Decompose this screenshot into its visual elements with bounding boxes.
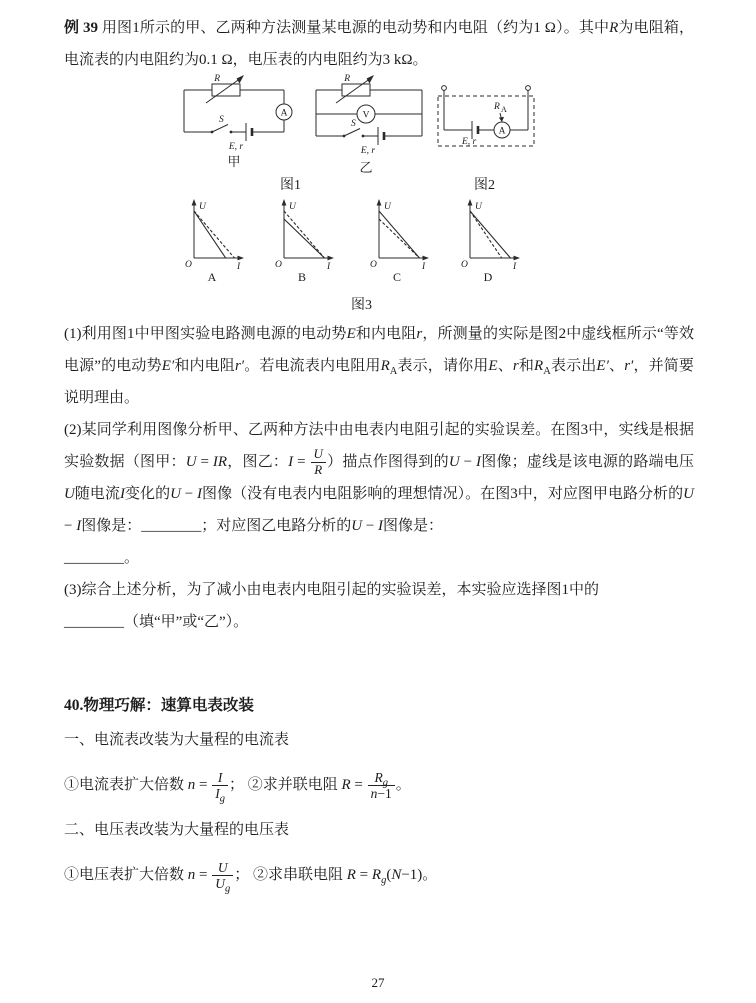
voltmeter-label: V: [362, 110, 370, 121]
dashed-frame: [438, 96, 534, 146]
resistor-label: R: [214, 74, 220, 84]
y-axis-arrowhead: [192, 199, 197, 206]
origin-label: O: [185, 260, 192, 270]
x-axis-label: I: [513, 262, 517, 272]
measured-line: [284, 219, 324, 258]
question-2-blank-line: ________。: [64, 550, 140, 566]
ideal-line: [284, 211, 324, 258]
question-1-paragraph: (1)利用图1中甲图实验电路测电源的电动势E和内电阻r，所测量的实际是图2中虚线框所示“等效电源”的电动势E′和内电阻r′。若电流表内电阻用$R_A$表示，请你用E、r和$R_A$表示出E′、r′，并简要说明理由。: [64, 326, 694, 406]
section-40-item1-title: 一、电流表改装为大量程的电流表: [64, 732, 290, 748]
ui-graph: [458, 196, 524, 284]
switch-label: S: [219, 115, 224, 125]
fraction: $\frac{U}{U_g}$: [212, 860, 233, 892]
fraction: $\frac{I}{I_g}$: [212, 770, 228, 802]
graph-letter: C: [392, 270, 402, 284]
x-axis-label: I: [422, 262, 426, 272]
fraction: $\frac{R_g}{n-1}$: [368, 770, 395, 802]
circuit-jia-label: 甲: [227, 154, 241, 169]
voltmeter-conversion-formula: ①电压表扩大倍数 n = $\frac{U}{U_g}$ ； ②求串联电阻 $R = R_g(N-1)$。: [64, 859, 438, 895]
ideal-line: [194, 211, 234, 258]
ui-graph: [367, 196, 433, 284]
question-3-paragraph: (3)综合上述分析，为了减小由电表内电阻引起的实验误差，本实验应选择图1中的: [64, 582, 599, 598]
rheostat-arrowhead: [237, 75, 245, 84]
page-number: 27: [371, 975, 385, 990]
resistor-box-icon: [342, 84, 370, 96]
y-axis-label: U: [289, 202, 296, 212]
switch-label: S: [351, 119, 356, 129]
measured-line: [194, 211, 226, 258]
question-3-blank-line: ________（填“甲”或“乙”）。: [64, 614, 249, 630]
switch-icon: [212, 125, 228, 133]
y-axis-label: U: [384, 202, 391, 212]
circuit-yi-label: 乙: [359, 160, 373, 175]
origin-label: O: [275, 260, 282, 270]
graph-letter: A: [207, 270, 217, 284]
y-axis-label: U: [199, 202, 206, 212]
section-40-item2-title: 二、电压表改装为大量程的电压表: [64, 822, 290, 838]
graph-letter: D: [483, 270, 493, 284]
section-40-heading: 40.物理巧解：速算电表改装: [64, 697, 254, 714]
battery-label: E, r: [462, 137, 477, 147]
origin-label: O: [461, 260, 468, 270]
x-axis-arrowhead: [423, 256, 430, 261]
terminal-icon: [442, 86, 447, 91]
circuit-jia-diagram: [178, 72, 298, 170]
ammeter-conversion-formula: ①电流表扩大倍数 n = $\frac{I}{I_g}$ ； ②求并联电阻 R = $\frac{R_g}{n-1}$ 。: [64, 769, 411, 805]
ui-graph: [182, 196, 248, 284]
ui-graph: [272, 196, 338, 284]
y-axis-arrowhead: [468, 199, 473, 206]
battery-label: E, r: [360, 146, 376, 156]
terminal-icon: [526, 86, 531, 91]
example-intro-paragraph: 例 39 用图1所示的甲、乙两种方法测量某电源的电动势和内电阻（约为1 Ω）。其中R为电阻箱，电流表的内电阻约为0.1 Ω，电压表的内电阻约为3 kΩ。: [64, 20, 694, 68]
question-2-paragraph: (2)某同学利用图像分析甲、乙两种方法中由电表内电阻引起的实验误差。在图3中，实线是根据实验数据（图甲：U = IR，图乙：I = $\frac{U}{R}$ ）描点作图得到的U − I图像；虚线是该电源的路端电压U随电流I变化的U − I图像（没有电表内电阻影响的理想情况）。在图3中，对应图甲电路分析的U − I图像是：________；对应图乙电路分析的U − I图像是：: [64, 422, 694, 534]
x-axis-arrowhead: [238, 256, 245, 261]
battery-label: E, r: [228, 142, 244, 152]
ideal-line: [379, 219, 419, 258]
y-axis-arrowhead: [282, 199, 287, 206]
ideal-line: [470, 211, 502, 258]
ammeter-resistance-subscript: A: [501, 105, 507, 114]
y-axis-arrowhead: [377, 199, 382, 206]
pointer-arrowhead: [499, 117, 504, 122]
ammeter-label: A: [280, 108, 288, 119]
rheostat-arrowhead: [367, 75, 375, 84]
resistor-box-icon: [212, 84, 240, 96]
figure2-equivalent-source-diagram: [436, 84, 536, 152]
x-axis-arrowhead: [514, 256, 521, 261]
y-axis-label: U: [475, 202, 482, 212]
figure-band: [64, 74, 694, 318]
figure3-caption: 图3: [351, 298, 372, 313]
origin-label: O: [370, 260, 377, 270]
fraction: $\frac{U}{R}$: [311, 447, 326, 478]
figure2-caption: 图2: [474, 178, 495, 193]
ammeter-resistance-symbol: R: [494, 102, 500, 112]
circuit-yi-diagram: [310, 72, 428, 176]
measured-line: [470, 211, 510, 258]
x-axis-label: I: [237, 262, 241, 272]
switch-icon: [344, 129, 360, 137]
resistor-label: R: [344, 74, 350, 84]
graph-letter: B: [297, 270, 307, 284]
figure1-caption: 图1: [280, 178, 301, 193]
x-axis-label: I: [327, 262, 331, 272]
ammeter-label: A: [498, 126, 506, 137]
x-axis-arrowhead: [328, 256, 335, 261]
measured-line: [379, 211, 419, 258]
